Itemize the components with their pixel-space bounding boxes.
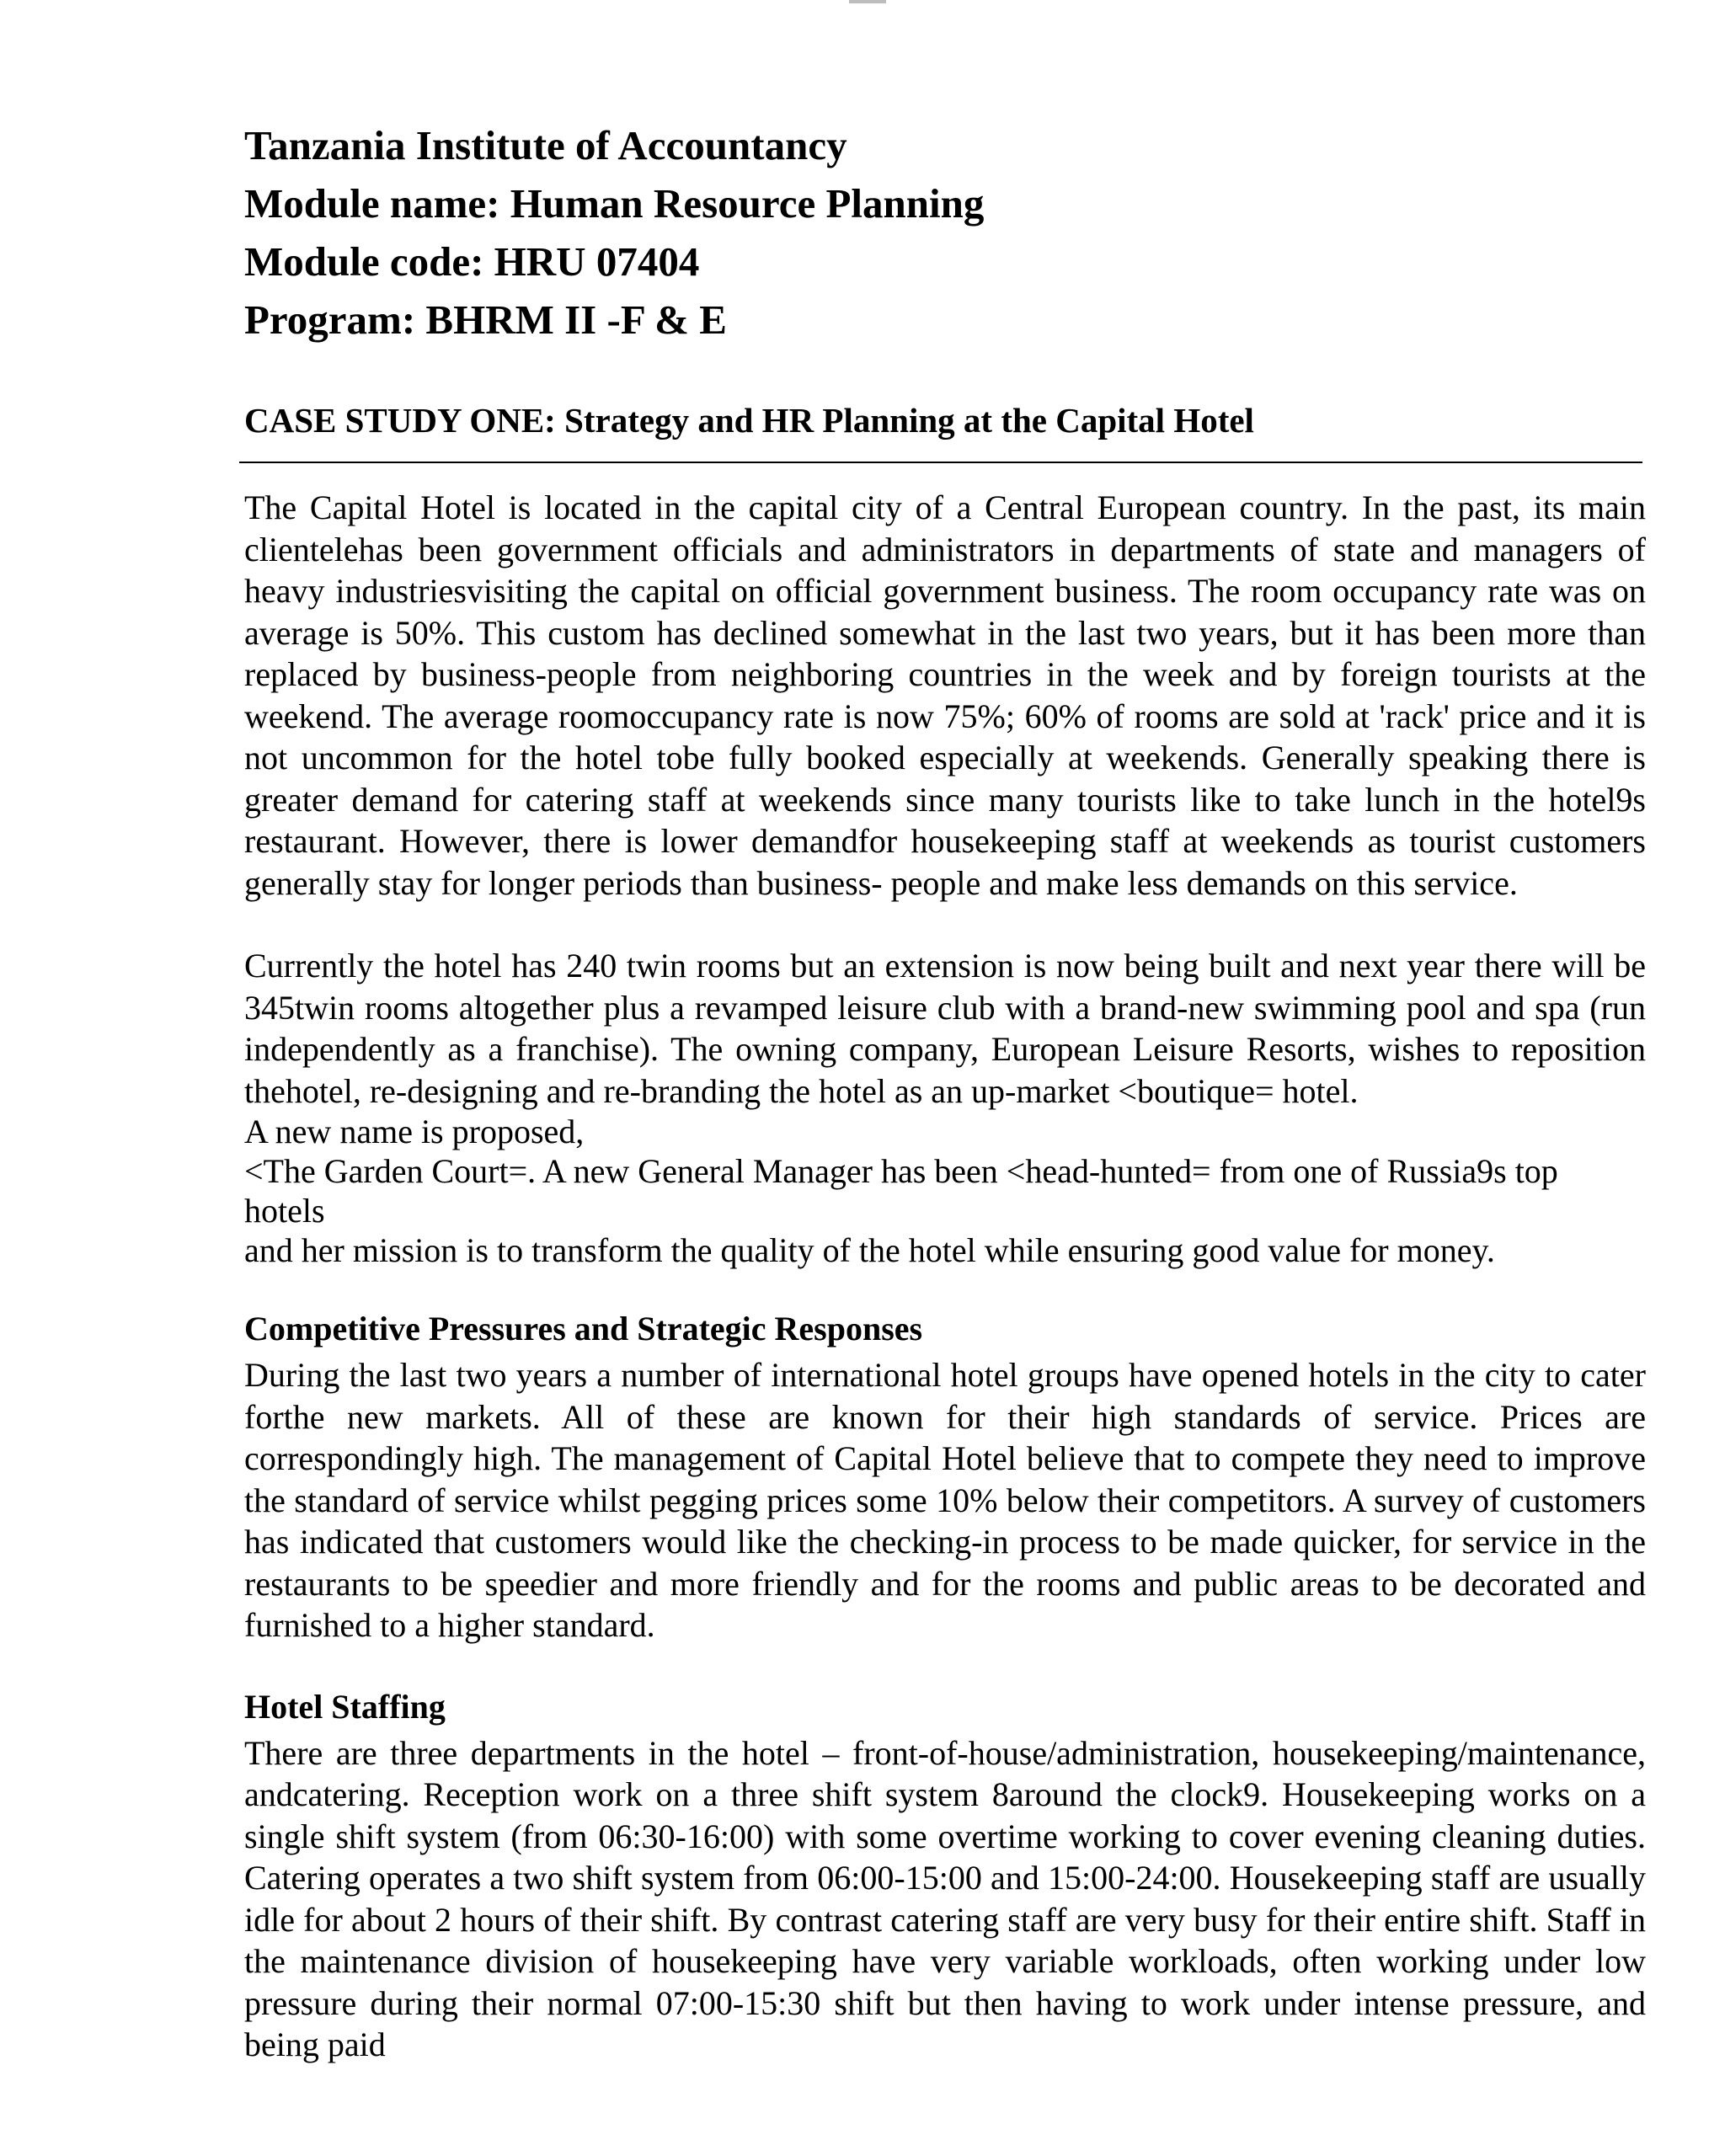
- document-header: [244, 116, 1646, 349]
- intro-paragraph-1: The Capital Hotel is located in the capital city of a Central European country. In the past, its main clientelehas been government officials and administrators in departments of state and managers of heavy industriesvisiting the capital on official government business. The room occupancy rate was on average is 50%. This custom has declined somewhat in the last two years, but it has been more than replaced by business-people from neighboring countries in the week and by foreign tourists at the weekend. The average roomoccupancy rate is now 75%; 60% of rooms are sold at 'rack' price and it is not uncommon for the hotel tobe fully booked especially at weekends. Generally speaking there is greater demand for catering staff at weekends since many tourists like to take lunch in the hotel9s restaurant. However, there is lower demandfor housekeeping staff at weekends as tourist customers generally stay for longer periods than business- people and make less demands on this service.: [244, 488, 1646, 902]
- staffing-section-body: There are three departments in the hotel – front-of-house/administration, housekeeping/maintenance, andcatering. Reception work on a three shift system 8around the clock9. Housekeeping works on a single shift system (from 06:30-16:00) with some overtime working to cover evening cleaning duties. Catering operates a two shift system from 06:00-15:00 and 15:00-24:00. Housekeeping staff are usually idle for about 2 hours of their shift. By contrast catering staff are very busy for their entire shift. Staff in the maintenance division of housekeeping have very variable workloads, often working under low pressure during their normal 07:00-15:30 shift but then having to work under intense pressure, and being paid: [244, 1733, 1646, 2063]
- competitive-section-heading: Competitive Pressures and Strategic Responses: [244, 1310, 923, 1348]
- intro-line-new-name: A new name is proposed,: [244, 1113, 585, 1150]
- staffing-section-heading: Hotel Staffing: [244, 1687, 446, 1726]
- intro-line-hotels: hotels: [244, 1192, 325, 1230]
- intro-line-garden-court: <The Garden Court=. A new General Manager has been <head-hunted= from one of Russia9s top: [244, 1152, 1558, 1190]
- institution-name: Tanzania Institute of Accountancy: [244, 122, 847, 168]
- program-name: Program: BHRM II -F & E: [244, 296, 727, 343]
- module-code: Module code: HRU 07404: [244, 238, 700, 285]
- intro-paragraph-2: Currently the hotel has 240 twin rooms but an extension is now being built and next year there will be 345twin rooms altogether plus a revamped leisure club with a brand-new swimming pool and spa (run independently as a franchise). The owning company, European Leisure Resorts, wishes to reposition thehotel, re-designing and re-branding the hotel as an up-market <boutique= hotel.: [244, 947, 1646, 1110]
- intro-line-mission: and her mission is to transform the quality of the hotel while ensuring good value for money.: [244, 1231, 1495, 1269]
- page-top-mark: [849, 0, 886, 3]
- competitive-section-body: During the last two years a number of international hotel groups have opened hotels in the city to cater forthe new markets. All of these are known for their high standards of service. Prices are correspondingly high. The management of Capital Hotel believe that to compete they need to improve the standard of service whilst pegging prices some 10% below their competitors. A survey of customers has indicated that customers would like the checking-in process to be made quicker, for service in the restaurants to be speedier and more friendly and for the rooms and public areas to be decorated and furnished to a higher standard.: [244, 1356, 1646, 1644]
- case-study-title: CASE STUDY ONE: Strategy and HR Planning at the Capital Hotel: [244, 401, 1254, 440]
- title-divider: [239, 462, 1642, 463]
- document-page: [244, 116, 1646, 2066]
- module-name: Module name: Human Resource Planning: [244, 180, 985, 227]
